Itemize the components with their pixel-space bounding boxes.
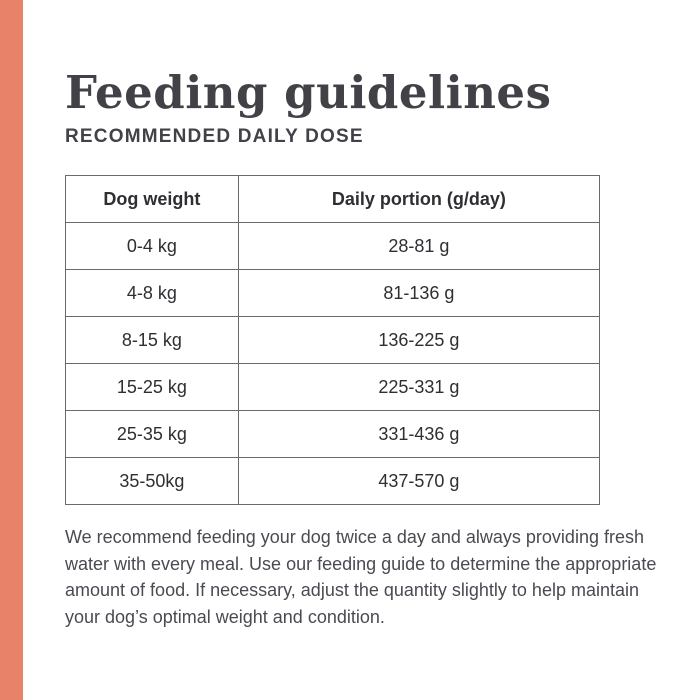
- portion-cell: 331-436 g: [238, 411, 599, 458]
- accent-bar: [0, 0, 23, 700]
- table-row: [66, 411, 600, 458]
- table-row: [66, 317, 600, 364]
- page-title: Feeding guidelines: [65, 66, 552, 119]
- feeding-table: [65, 175, 600, 505]
- portion-cell: 81-136 g: [238, 270, 599, 317]
- weight-cell: 25-35 kg: [66, 411, 239, 458]
- weight-cell: 0-4 kg: [66, 223, 239, 270]
- weight-cell: 15-25 kg: [66, 364, 239, 411]
- column-header-dog-weight: Dog weight: [66, 176, 239, 223]
- portion-cell: 136-225 g: [238, 317, 599, 364]
- table-row: [66, 223, 600, 270]
- header: [65, 62, 665, 148]
- weight-cell: 35-50kg: [66, 458, 239, 505]
- page-subtitle: RECOMMENDED DAILY DOSE: [65, 126, 364, 147]
- column-header-daily-portion: Daily portion (g/day): [238, 176, 599, 223]
- portion-cell: 225-331 g: [238, 364, 599, 411]
- portion-cell: 28-81 g: [238, 223, 599, 270]
- table-row: [66, 458, 600, 505]
- feeding-note: We recommend feeding your dog twice a day and always providing fresh water with every meal. Use our feeding guide to determine the appropriate amount of food. If necessary, adjust the quantity slightly to help maintain your dog’s optimal weight and condition.: [65, 527, 657, 627]
- table-row: [66, 270, 600, 317]
- table-row: [66, 364, 600, 411]
- table-header-row: [66, 176, 600, 223]
- portion-cell: 437-570 g: [238, 458, 599, 505]
- weight-cell: 4-8 kg: [66, 270, 239, 317]
- weight-cell: 8-15 kg: [66, 317, 239, 364]
